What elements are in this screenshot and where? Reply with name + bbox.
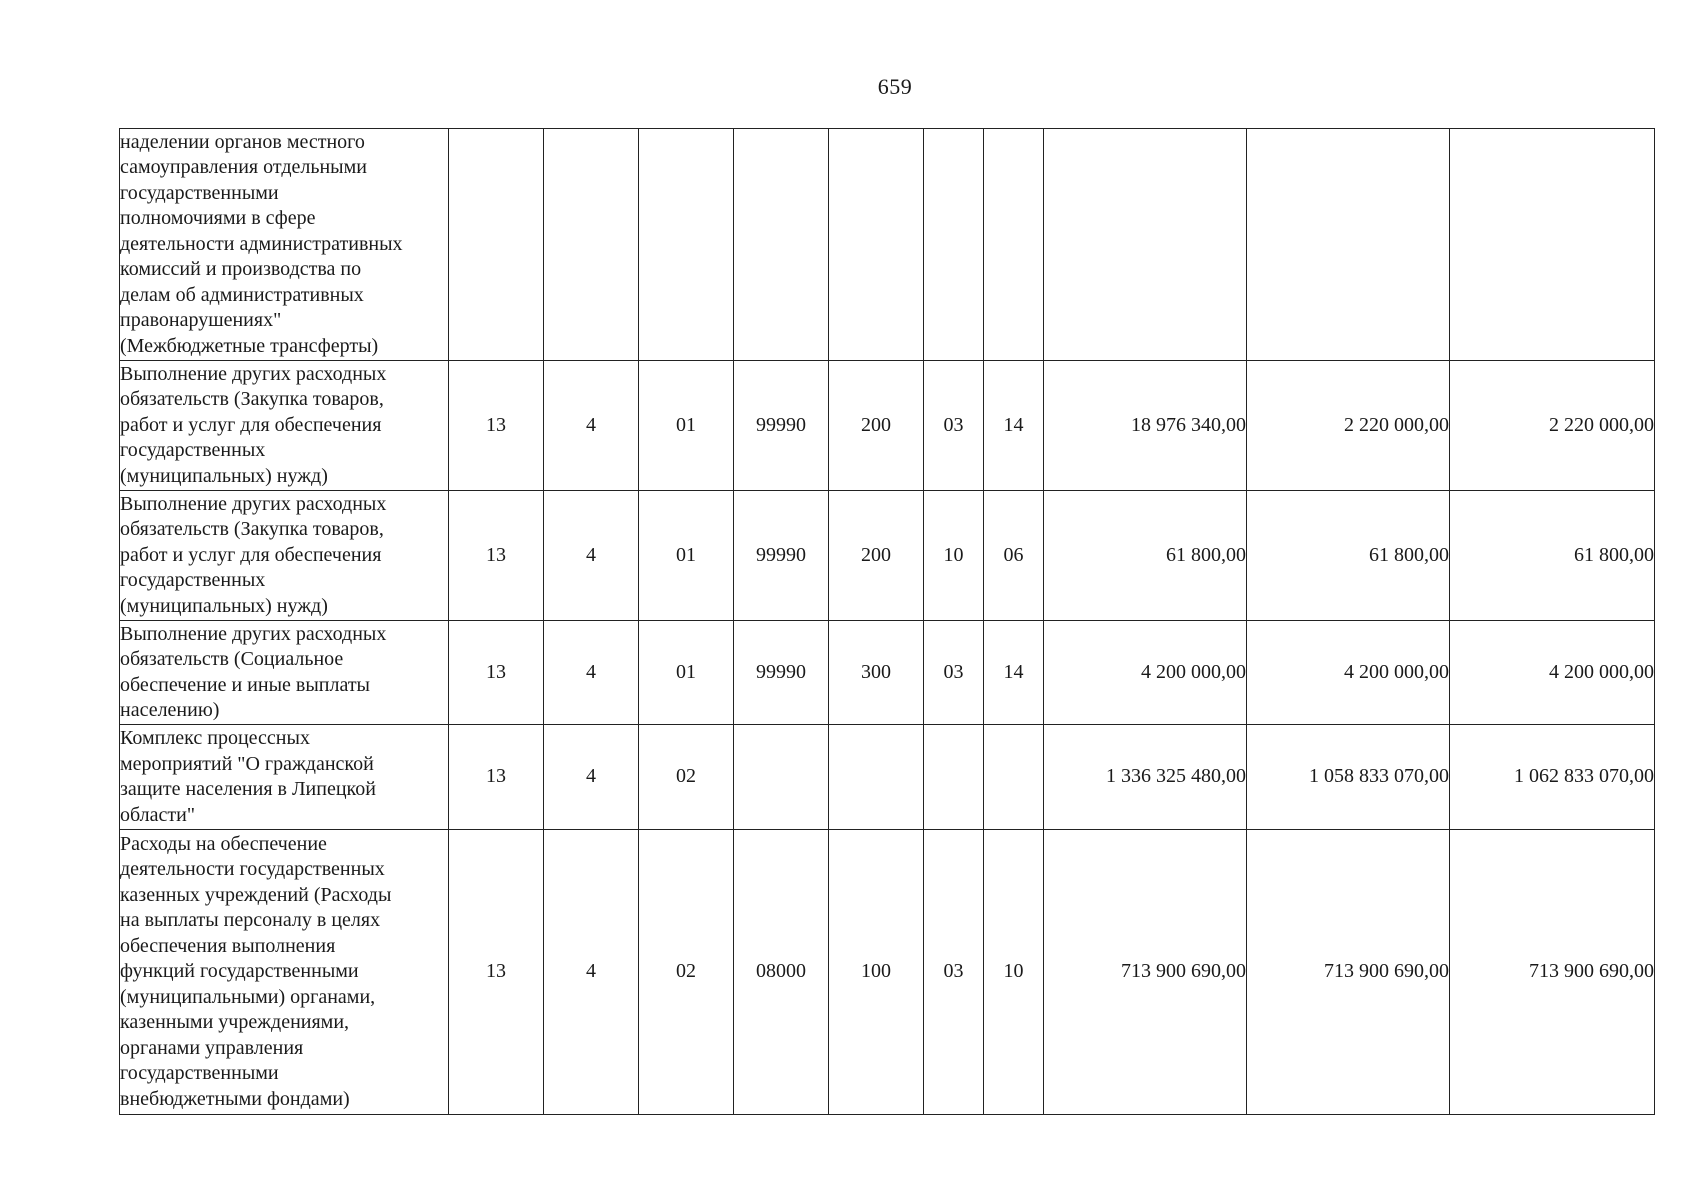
amount-year-1 xyxy=(1044,129,1247,361)
description-line: (муниципальными) органами, xyxy=(120,985,376,1008)
code-section: 03 xyxy=(924,361,984,491)
code-section: 10 xyxy=(924,491,984,621)
amount-year-1: 18 976 340,00 xyxy=(1044,361,1247,491)
description-line: государственных xyxy=(120,569,266,592)
description-line: наделении органов местного xyxy=(120,130,365,153)
code-target: 13 xyxy=(449,725,544,830)
code-direction: 08000 xyxy=(734,830,829,1115)
description-line: самоуправления отдельными xyxy=(120,156,367,179)
description-line: государственными xyxy=(120,1062,279,1085)
code-subsection xyxy=(984,725,1044,830)
code-section xyxy=(924,725,984,830)
table-row xyxy=(120,621,1655,725)
code-subprogram xyxy=(544,129,639,361)
code-section: 03 xyxy=(924,830,984,1115)
code-main-event xyxy=(639,129,734,361)
amount-year-3: 4 200 000,00 xyxy=(1450,621,1655,725)
description-line: функций государственными xyxy=(120,960,359,983)
table-row xyxy=(120,361,1655,491)
description-line: населению) xyxy=(120,699,220,721)
row-description xyxy=(120,361,449,491)
code-expense-type: 300 xyxy=(829,621,924,725)
amount-year-3: 1 062 833 070,00 xyxy=(1450,725,1655,830)
amount-year-1: 1 336 325 480,00 xyxy=(1044,725,1247,830)
code-subprogram: 4 xyxy=(544,725,639,830)
table-body xyxy=(120,129,1655,1115)
code-expense-type: 200 xyxy=(829,361,924,491)
code-subsection: 10 xyxy=(984,830,1044,1115)
code-subprogram: 4 xyxy=(544,621,639,725)
code-direction xyxy=(734,725,829,830)
amount-year-2: 61 800,00 xyxy=(1247,491,1450,621)
table-row xyxy=(120,491,1655,621)
code-direction xyxy=(734,129,829,361)
description-line: Выполнение других расходных xyxy=(120,622,387,645)
code-main-event: 01 xyxy=(639,621,734,725)
description-line: внебюджетными фондами) xyxy=(120,1087,350,1110)
description-line: обязательств (Социальное xyxy=(120,648,344,670)
row-description xyxy=(120,830,449,1115)
table-row xyxy=(120,129,1655,361)
amount-year-3: 2 220 000,00 xyxy=(1450,361,1655,491)
description-line: Комплекс процессных xyxy=(120,727,310,749)
code-subprogram: 4 xyxy=(544,830,639,1115)
code-expense-type xyxy=(829,725,924,830)
code-main-event: 01 xyxy=(639,361,734,491)
description-line: Выполнение других расходных xyxy=(120,362,387,385)
description-line: казенных учреждений (Расходы xyxy=(120,883,392,906)
code-main-event: 02 xyxy=(639,830,734,1115)
description-line: защите населения в Липецкой xyxy=(120,778,376,800)
code-target: 13 xyxy=(449,621,544,725)
table-row xyxy=(120,725,1655,830)
amount-year-3: 713 900 690,00 xyxy=(1450,830,1655,1115)
description-line: области" xyxy=(120,803,196,826)
row-description xyxy=(120,725,449,830)
code-expense-type: 200 xyxy=(829,491,924,621)
description-line: обязательств (Закупка товаров, xyxy=(120,388,384,411)
description-line: деятельности административных xyxy=(120,232,403,255)
description-line: органами управления xyxy=(120,1036,304,1059)
description-line: государственными xyxy=(120,181,279,204)
code-target: 13 xyxy=(449,830,544,1115)
row-description xyxy=(120,129,449,361)
amount-year-2: 1 058 833 070,00 xyxy=(1247,725,1450,830)
amount-year-2: 4 200 000,00 xyxy=(1247,621,1450,725)
description-line: полномочиями в сфере xyxy=(120,207,316,230)
code-subsection: 14 xyxy=(984,361,1044,491)
description-line: (Межбюджетные трансферты) xyxy=(120,334,379,357)
code-subprogram: 4 xyxy=(544,491,639,621)
amount-year-1: 61 800,00 xyxy=(1044,491,1247,621)
description-line: обязательств (Закупка товаров, xyxy=(120,518,384,541)
row-description xyxy=(120,491,449,621)
code-subsection: 06 xyxy=(984,491,1044,621)
code-subprogram: 4 xyxy=(544,361,639,491)
code-target xyxy=(449,129,544,361)
description-line: обеспечения выполнения xyxy=(120,934,336,957)
description-line: казенными учреждениями, xyxy=(120,1011,350,1034)
code-section xyxy=(924,129,984,361)
description-line: делам об административных xyxy=(120,283,364,306)
code-expense-type xyxy=(829,129,924,361)
code-direction: 99990 xyxy=(734,621,829,725)
code-target: 13 xyxy=(449,361,544,491)
amount-year-2: 713 900 690,00 xyxy=(1247,830,1450,1115)
code-main-event: 02 xyxy=(639,725,734,830)
amount-year-1: 4 200 000,00 xyxy=(1044,621,1247,725)
code-subsection xyxy=(984,129,1044,361)
amount-year-2: 2 220 000,00 xyxy=(1247,361,1450,491)
description-line: (муниципальных) нужд) xyxy=(120,464,328,487)
budget-table xyxy=(119,128,1655,1115)
page-number: 659 xyxy=(877,74,913,99)
description-line: государственных xyxy=(120,439,266,462)
description-line: на выплаты персоналу в целях xyxy=(120,909,381,932)
code-expense-type: 100 xyxy=(829,830,924,1115)
description-line: правонарушениях" xyxy=(120,309,282,332)
amount-year-2 xyxy=(1247,129,1450,361)
table-row xyxy=(120,830,1655,1115)
amount-year-3 xyxy=(1450,129,1655,361)
amount-year-1: 713 900 690,00 xyxy=(1044,830,1247,1115)
code-target: 13 xyxy=(449,491,544,621)
description-line: работ и услуг для обеспечения xyxy=(120,543,382,566)
code-direction: 99990 xyxy=(734,361,829,491)
code-direction: 99990 xyxy=(734,491,829,621)
description-line: (муниципальных) нужд) xyxy=(120,594,328,617)
description-line: Расходы на обеспечение xyxy=(120,832,327,855)
row-description xyxy=(120,621,449,725)
description-line: деятельности государственных xyxy=(120,858,385,881)
code-subsection: 14 xyxy=(984,621,1044,725)
description-line: обеспечение и иные выплаты xyxy=(120,673,370,696)
code-section: 03 xyxy=(924,621,984,725)
description-line: мероприятий "О гражданской xyxy=(120,752,374,775)
amount-year-3: 61 800,00 xyxy=(1450,491,1655,621)
description-line: работ и услуг для обеспечения xyxy=(120,413,382,436)
description-line: Выполнение других расходных xyxy=(120,492,387,515)
description-line: комиссий и производства по xyxy=(120,258,362,281)
code-main-event: 01 xyxy=(639,491,734,621)
